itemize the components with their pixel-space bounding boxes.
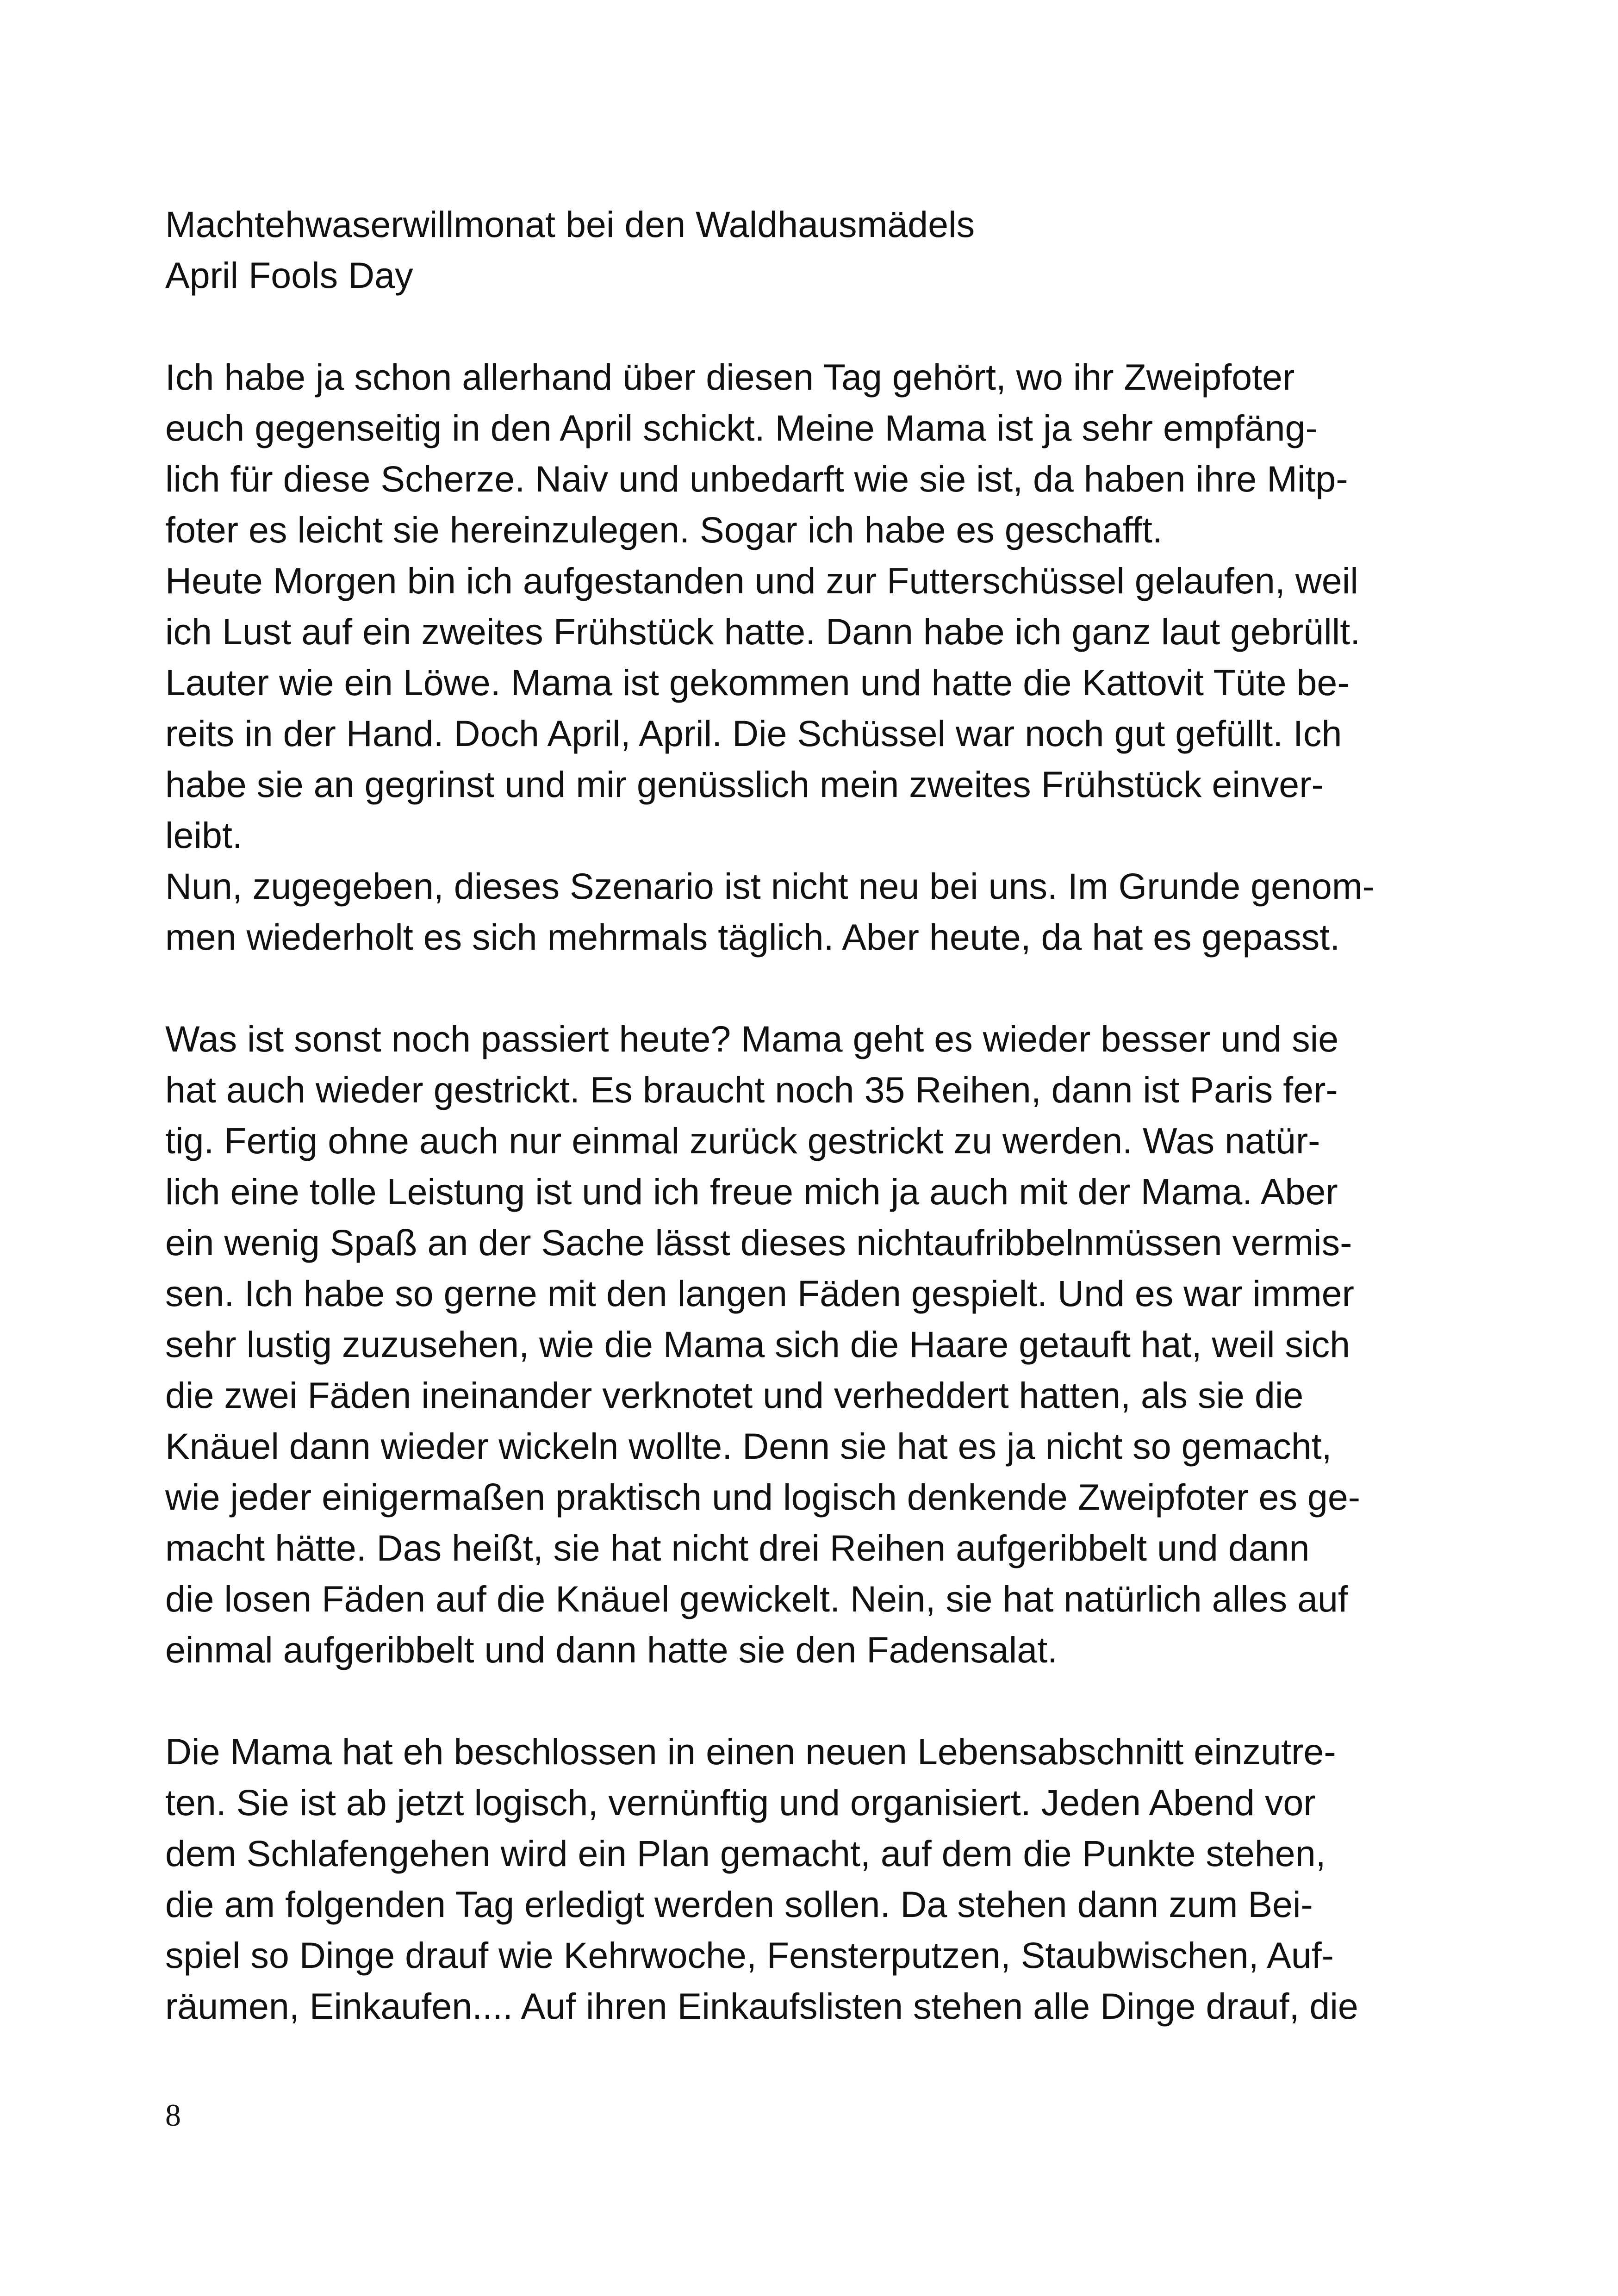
text-line: einmal aufgeribbelt und dann hatte sie den Fadensalat. [165, 1629, 1058, 1670]
paragraph [165, 1726, 1489, 2032]
text-line: tig. Fertig ohne auch nur einmal zurück gestrickt zu werden. Was natür- [165, 1120, 1320, 1161]
text-line: habe sie an gegrinst und mir genüsslich mein zweites Frühstück einver- [165, 764, 1324, 805]
text-line: Was ist sonst noch passiert heute? Mama geht es wieder besser und sie [165, 1018, 1339, 1059]
text-line: wie jeder einigermaßen praktisch und logisch denkende Zweipfoter es ge- [165, 1476, 1361, 1518]
paragraph-gap [165, 963, 1489, 1014]
text-line: Nun, zugegeben, dieses Szenario ist nicht neu bei uns. Im Grunde genom- [165, 865, 1375, 907]
text-line: dem Schlafengehen wird ein Plan gemacht, auf dem die Punkte stehen, [165, 1833, 1326, 1874]
text-line: hat auch wieder gestrickt. Es braucht noch 35 Reihen, dann ist Paris fer- [165, 1069, 1338, 1110]
text-line: lich eine tolle Leistung ist und ich freue mich ja auch mit der Mama. Aber [165, 1171, 1338, 1212]
text-line: sen. Ich habe so gerne mit den langen Fäden gespielt. Und es war immer [165, 1273, 1354, 1314]
text-line: Lauter wie ein Löwe. Mama ist gekommen und hatte die Kattovit Tüte be- [165, 662, 1350, 703]
text-line: Heute Morgen bin ich aufgestanden und zur Futterschüssel gelaufen, weil [165, 560, 1358, 601]
text-line: lich für diese Scherze. Naiv und unbedarft wie sie ist, da haben ihre Mitp- [165, 458, 1348, 499]
text-line: macht hätte. Das heißt, sie hat nicht drei Reihen aufgeribbelt und dann [165, 1527, 1310, 1568]
paragraphs [165, 352, 1489, 2032]
text-line: men wiederholt es sich mehrmals täglich. Aber heute, da hat es gepasst. [165, 916, 1340, 958]
subtitle-line: April Fools Day [165, 255, 413, 296]
text-line: die am folgenden Tag erledigt werden sollen. Da stehen dann zum Bei- [165, 1884, 1313, 1925]
text-line: ten. Sie ist ab jetzt logisch, vernünftig und organisiert. Jeden Abend vor [165, 1782, 1316, 1823]
body-text [165, 199, 1489, 2032]
text-line: foter es leicht sie hereinzulegen. Sogar ich habe es geschafft. [165, 509, 1163, 550]
text-line: spiel so Dinge drauf wie Kehrwoche, Fensterputzen, Staubwischen, Auf- [165, 1935, 1334, 1976]
text-line: leibt. [165, 815, 243, 856]
paragraph-gap [165, 1675, 1489, 1726]
text-line: ich Lust auf ein zweites Frühstück hatte. Dann habe ich ganz laut gebrüllt. [165, 611, 1361, 652]
page-number: 8 [165, 2097, 181, 2133]
text-line: ein wenig Spaß an der Sache lässt dieses nichtaufribbelnmüssen vermis- [165, 1222, 1352, 1263]
text-line: Ich habe ja schon allerhand über diesen Tag gehört, wo ihr Zweipfoter [165, 356, 1295, 398]
text-line: Die Mama hat eh beschlossen in einen neuen Lebensabschnitt einzutre- [165, 1731, 1336, 1772]
text-line: Knäuel dann wieder wickeln wollte. Denn sie hat es ja nicht so gemacht, [165, 1425, 1332, 1467]
paragraph-gap [165, 301, 1489, 352]
paragraph [165, 352, 1489, 963]
title-line: Machtehwaserwillmonat bei den Waldhausmädels [165, 204, 975, 245]
text-line: reits in der Hand. Doch April, April. Die Schüssel war noch gut gefüllt. Ich [165, 713, 1342, 754]
paragraph [165, 1014, 1489, 1675]
text-line: sehr lustig zuzusehen, wie die Mama sich die Haare getauft hat, weil sich [165, 1324, 1350, 1365]
text-line: die losen Fäden auf die Knäuel gewickelt. Nein, sie hat natürlich alles auf [165, 1578, 1348, 1619]
text-line: räumen, Einkaufen.... Auf ihren Einkaufslisten stehen alle Dinge drauf, die [165, 1985, 1358, 2027]
text-line: euch gegenseitig in den April schickt. Meine Mama ist ja sehr empfäng- [165, 407, 1318, 448]
text-line: die zwei Fäden ineinander verknotet und verheddert hatten, als sie die [165, 1375, 1304, 1416]
